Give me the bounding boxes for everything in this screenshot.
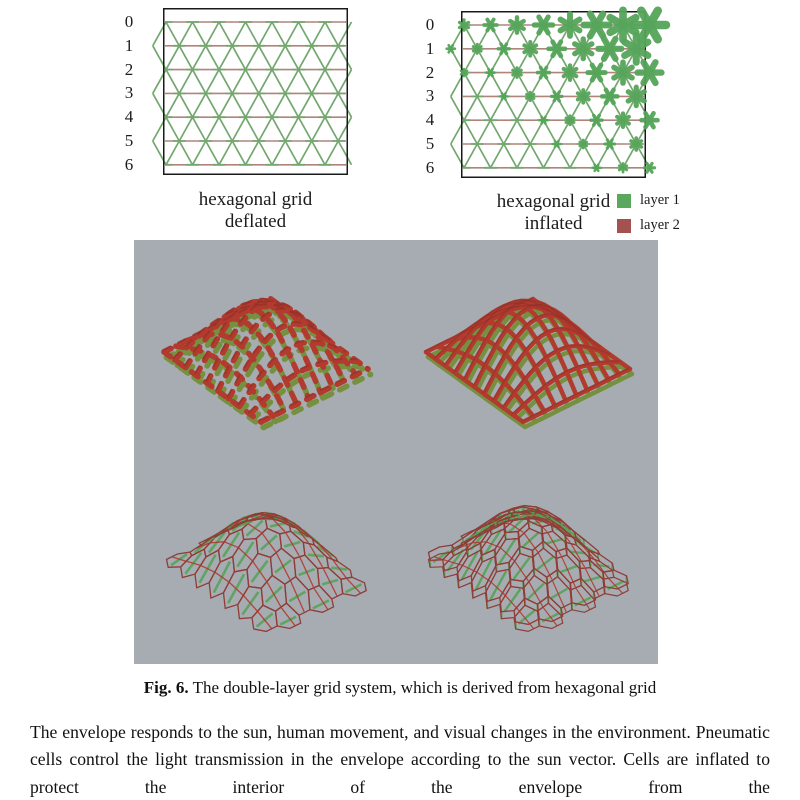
- row-index-label: 2: [124, 59, 134, 79]
- inflated-grid-caption: [473, 191, 634, 235]
- row-index-label: 0: [425, 15, 435, 34]
- layer-legend: [617, 192, 680, 242]
- caption-line: inflated: [524, 213, 583, 234]
- caption-line: hexagonal grid: [198, 189, 313, 210]
- body-paragraph: The envelope responds to the sun, human movement, and visual changes in the environment. Pneumatic cells control the light transmission in the envelope according to the sun vector. Cells are inflated to protect the interior of the envelope from the: [30, 722, 770, 797]
- figure-number: Fig. 6.: [143, 678, 189, 697]
- render-hex-wireframe-dome: [134, 452, 396, 664]
- layer1-label: layer 1: [640, 192, 680, 208]
- render-inflated-tube-dome: [396, 240, 658, 452]
- inflated-hexagonal-grid-figure: [461, 11, 646, 178]
- figure-caption-text: The double-layer grid system, which is derived from hexagonal grid: [188, 678, 657, 697]
- row-index-label: 0: [124, 12, 134, 31]
- layer2-color-swatch: [617, 219, 631, 233]
- layer2-label: layer 2: [640, 217, 680, 233]
- deflated-grid-row-labels: [116, 10, 142, 177]
- render-double-layer-wireframe-dome: [396, 452, 658, 664]
- caption-line: deflated: [224, 211, 287, 232]
- row-index-label: 6: [425, 157, 435, 177]
- render-deflated-tube-dome: [134, 240, 396, 452]
- row-index-label: 4: [124, 107, 134, 127]
- legend-item-layer1: [617, 192, 680, 209]
- caption-line: hexagonal grid: [496, 191, 611, 212]
- render-image-panel: [134, 240, 658, 664]
- row-index-label: 3: [425, 86, 435, 106]
- row-index-label: 6: [124, 154, 134, 174]
- row-index-label: 3: [124, 83, 134, 103]
- deflated-grid-caption: [175, 189, 336, 233]
- row-index-label: 1: [124, 35, 134, 55]
- row-index-label: 2: [425, 62, 435, 82]
- row-index-label: 5: [425, 133, 435, 153]
- layer1-color-swatch: [617, 194, 631, 208]
- deflated-hexagonal-grid-figure: [163, 8, 348, 175]
- figure-caption: [0, 678, 800, 698]
- inflated-grid-row-labels: [417, 13, 443, 180]
- row-index-label: 5: [124, 130, 134, 150]
- row-index-label: 4: [425, 110, 435, 130]
- row-index-label: 1: [425, 38, 435, 58]
- legend-item-layer2: [617, 217, 680, 234]
